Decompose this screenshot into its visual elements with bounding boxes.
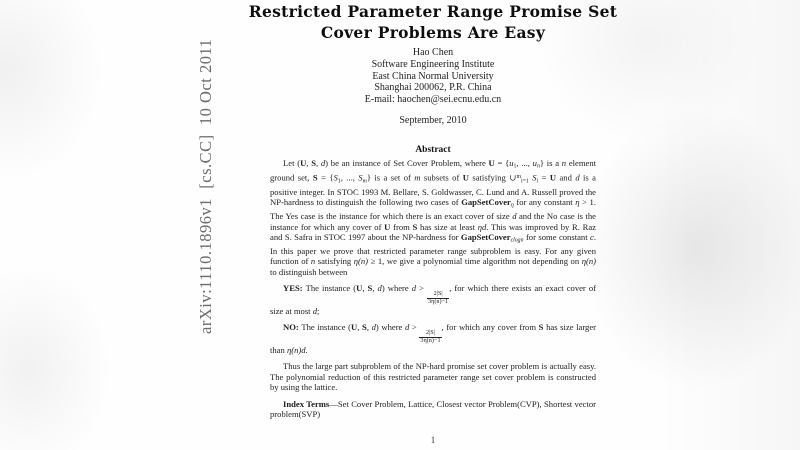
paper-title [208,2,658,43]
abstract-heading: Abstract [415,144,451,155]
index-terms-paragraph: Index Terms—Set Cover Problem, Lattice, Closest vector Problem(CVP), Shortest vector problem(SVP) [270,398,596,419]
page-number: 1 [430,435,436,445]
inline-fraction: $\frac{2|S|}{3\eta(n)-1}$ [428,290,449,305]
author-block [208,47,658,106]
author-institute: Software Engineering Institute [371,58,495,70]
paper-date: September, 2010 [399,114,467,126]
arxiv-watermark: arXiv:1110.1896v1 [cs.CC] 10 Oct 2011 [196,38,215,334]
no-case-paragraph: NO: The instance (U, S, d) where d > $\frac{2|S|}{3\eta(n)-1}$ , for which any cover from S has size larger than η(n)d. [270,322,597,355]
conclusion-paragraph: Thus the large part subproblem of the NP-hard promise set cover problem is actually easy. The polynomial reduction of this restricted parameter range set cover problem is constructed by using the lattice. [270,361,596,393]
abstract-body [270,158,596,419]
yes-case-paragraph: YES: The instance (U, S, d) where d > $\frac{2|S|}{3\eta(n)-1}$ , for which there exists an exact cover of size at most d; [270,283,596,316]
author-email: E-mail: haochen@sei.ecnu.edu.cn [364,94,502,106]
author-university: East China Normal University [372,70,494,82]
title-line-1: Restricted Parameter Range Promise Set [248,2,618,21]
paper-page [208,0,658,450]
author-address: Shanghai 200062, P.R. China [374,82,492,94]
abstract-paragraph: Let (U, S, d) be an instance of Set Cover Problem, where U = {u1, ..., un} is a n element ground set, S = {S1, ..., Sm} is a set of m subsets of U satisfying ∪$^m$i=1 Si = U and d is a positive integer. In STOC 1993 M. Bellare, S. Goldwasser, C. Lund and A. Russell proved the NP-hardness to distinguish the following two cases of GapSetCoverη for any constant η > 1. The Yes case is the instance for which there is an exact cover of size d and the No case is the instance for which any cover of U from S has size at least ηd. This was improved by R. Raz and S. Safra in STOC 1997 about the NP-hardness for GapSetCoverclogn for some constant c. In this paper we prove that restricted parameter range subproblem is easy. For any given function of n satisfying η(n) ≥ 1, we give a polynomial time algorithm not depending on η(n) to distinguish between [270,157,597,277]
abstract-section [270,145,596,419]
title-line-2: Cover Problems Are Easy [320,22,546,42]
inline-fraction: $\frac{2|S|}{3\eta(n)-1}$ [420,329,441,344]
author-name: Hao Chen [412,47,454,58]
